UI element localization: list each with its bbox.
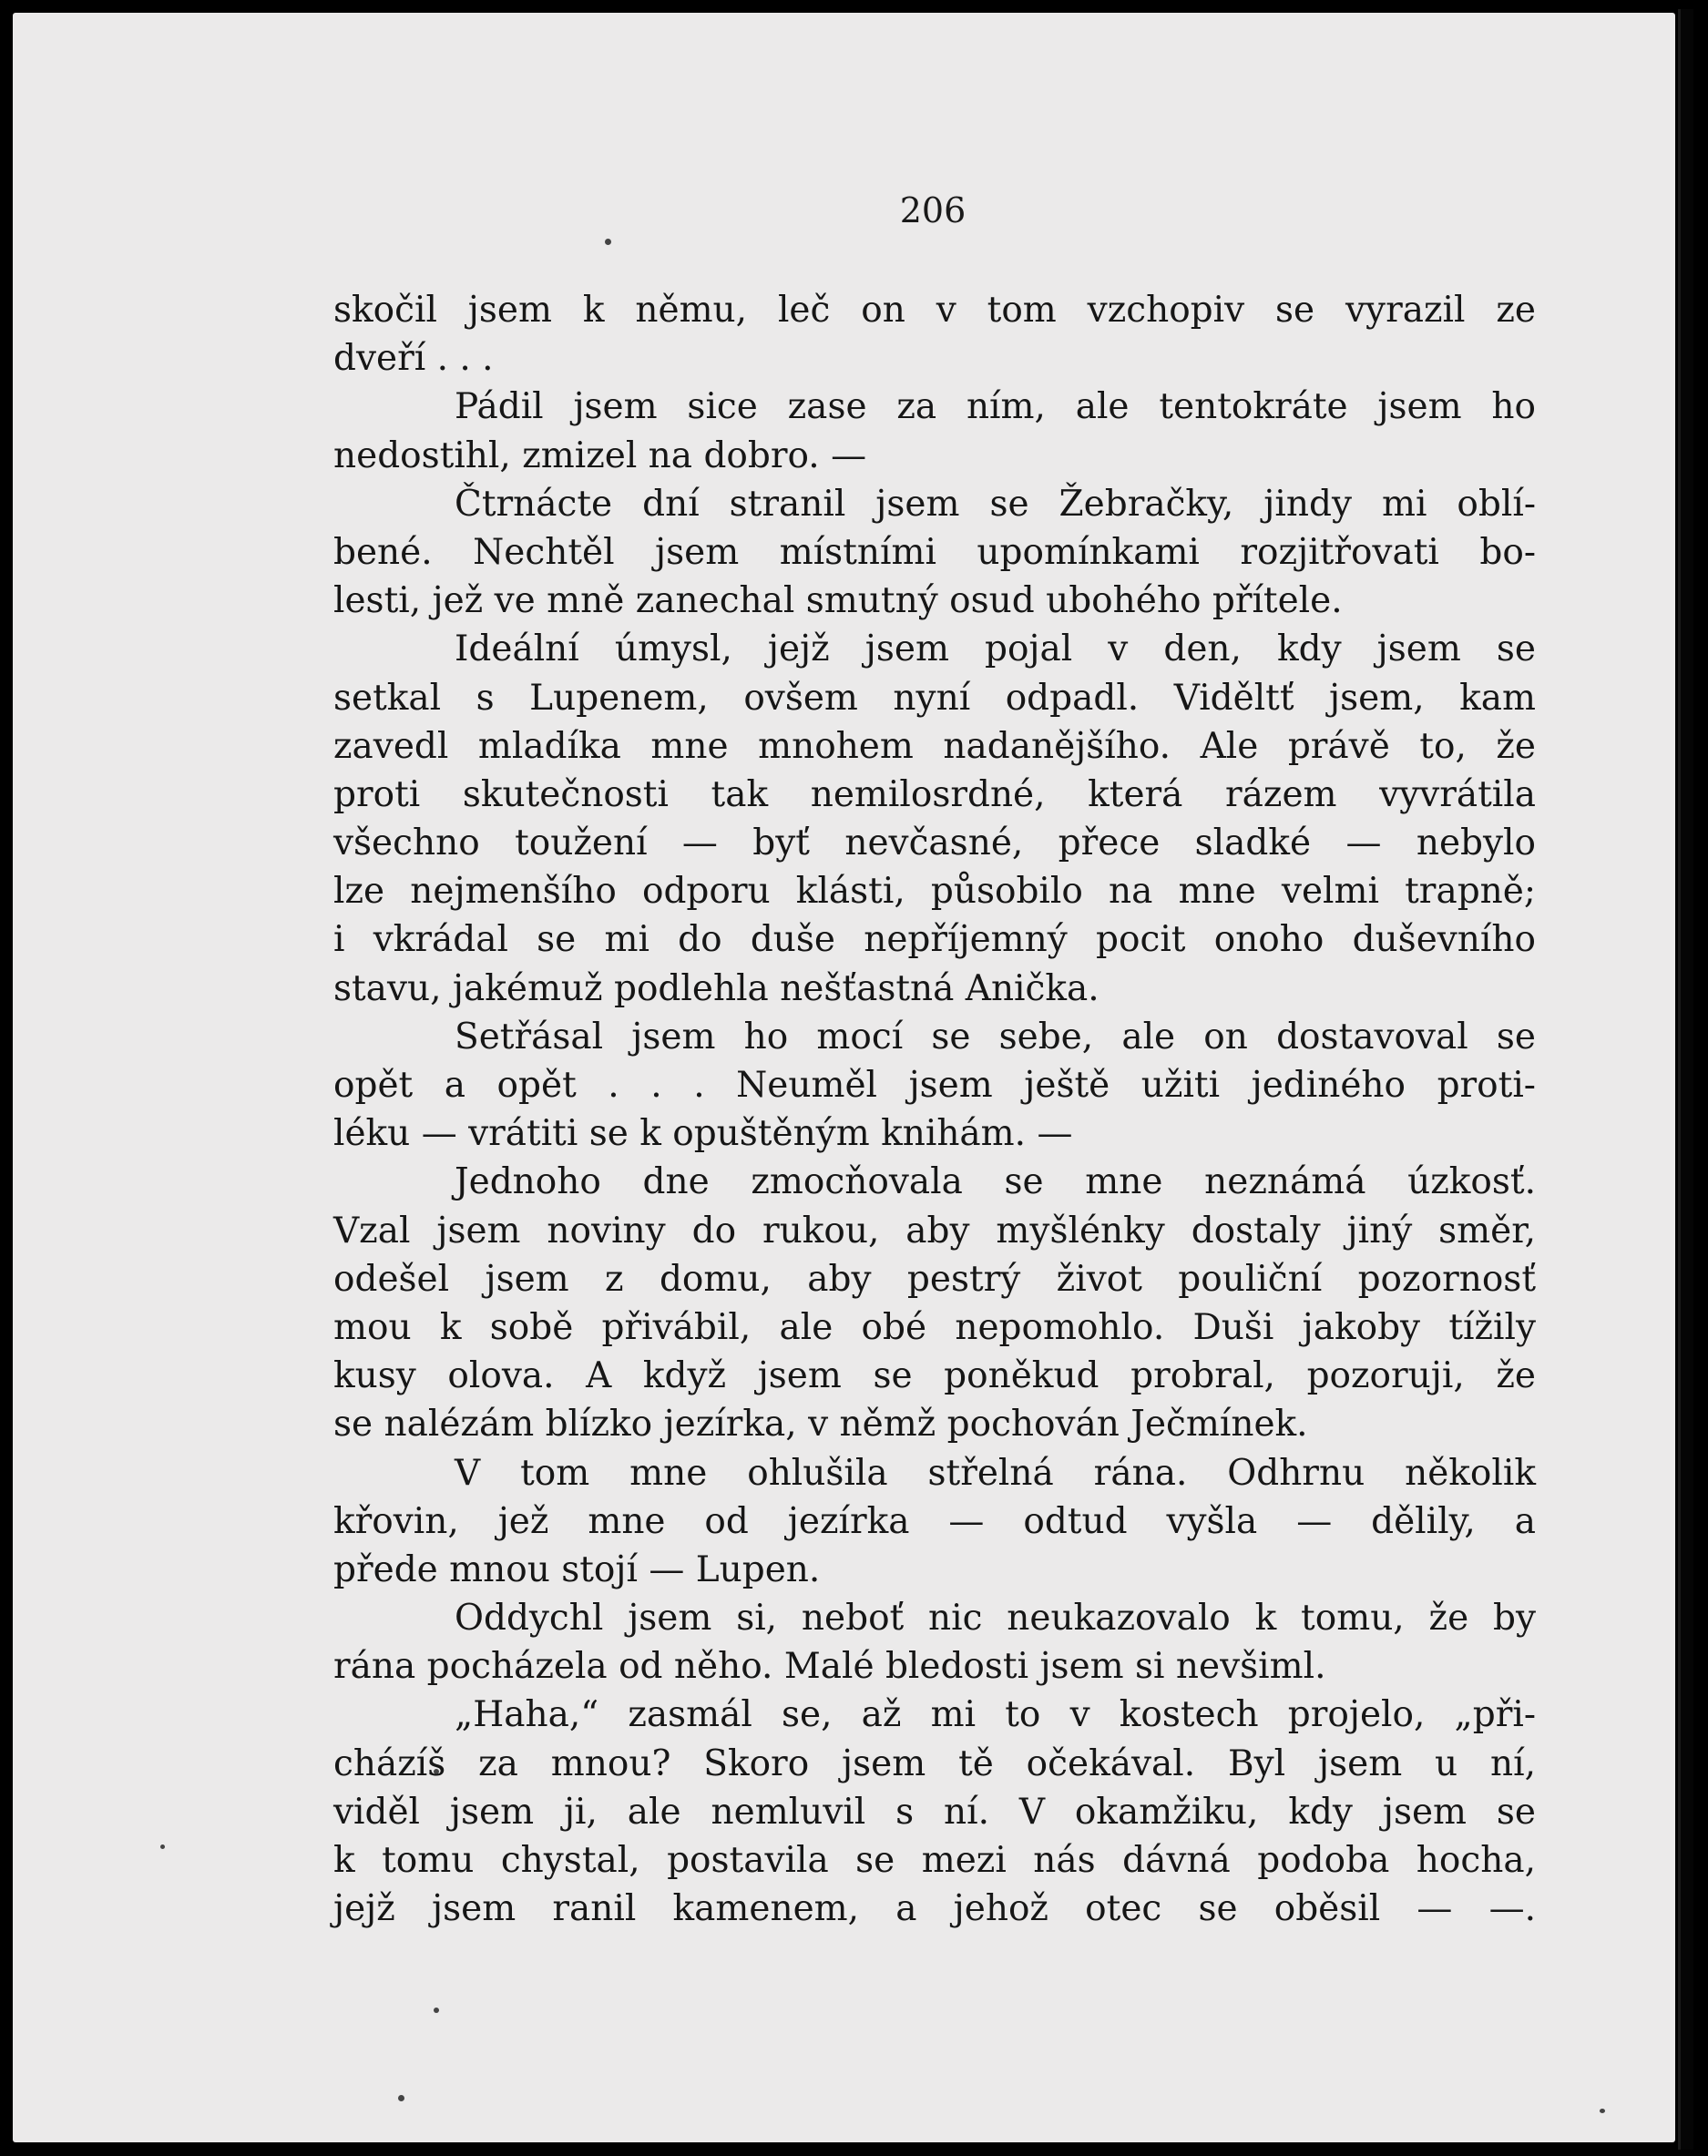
text-line: V tom mne ohlušila střelná rána. Odhrnu několik (455, 1452, 1536, 1494)
text-line: zavedl mladíka mne mnohem nadanějšího. Ale právě to, že (333, 725, 1536, 767)
print-speck (160, 1844, 165, 1849)
text-line: Oddychl jsem si, neboť nic neukazovalo k tomu, že by (455, 1598, 1536, 1640)
text-line: skočil jsem k němu, leč on v tom vzchopiv se vyrazil ze (333, 290, 1536, 331)
text-line: Vzal jsem noviny do rukou, aby myšlénky dostaly jiný směr, (333, 1210, 1536, 1252)
text-line: „Haha,“ zasmál se, až mi to v kostech projelo, „při- (455, 1694, 1536, 1736)
text-line: stavu, jakémuž podlehla nešťastná Anička. (333, 967, 1099, 1009)
text-line: křovin, jež mne od jezírka — odtud vyšla — dělily, a (333, 1500, 1536, 1542)
text-line: bené. Nechtěl jsem místními upomínkami rozjitřovati bo- (333, 531, 1536, 573)
text-line: k tomu chystal, postavila se mezi nás dávná podoba hocha, (333, 1840, 1536, 1881)
text-line: Pádil jsem sice zase za ním, ale tentokráte jsem ho (455, 386, 1536, 428)
print-speck (434, 2008, 439, 2013)
text-line: cházíš za mnou? Skoro jsem tě očekával. Byl jsem u ní, (333, 1742, 1536, 1784)
text-line: nedostihl, zmizel na dobro. — (333, 434, 867, 476)
text-line: opět a opět . . . Neuměl jsem ještě užiti jediného proti- (333, 1065, 1536, 1106)
text-line: Čtrnácte dní stranil jsem se Žebračky, jindy mi oblí- (455, 483, 1536, 525)
text-line: lze nejmenšího odporu klásti, působilo na mne velmi trapně; (333, 871, 1536, 913)
text-line: kusy olova. A když jsem se poněkud probral, pozoruji, že (333, 1355, 1536, 1397)
body-text (333, 286, 1536, 1933)
text-line: se nalézám blízko jezírka, v němž pochován Ječmínek. (333, 1404, 1308, 1446)
text-line: dveří . . . (333, 338, 494, 380)
text-line: setkal s Lupenem, ovšem nyní odpadl. Viděltť jsem, kam (333, 677, 1536, 719)
book-page (13, 13, 1675, 2142)
text-line: viděl jsem ji, ale nemluvil s ní. V okamžiku, kdy jsem se (333, 1791, 1536, 1833)
print-speck (605, 239, 611, 245)
text-line: všechno toužení — byť nevčasné, přece sladké — nebylo (333, 823, 1536, 864)
print-speck (1600, 2109, 1605, 2113)
print-speck (398, 2095, 404, 2101)
text-line: léku — vrátiti se k opuštěným knihám. — (333, 1113, 1073, 1155)
page-edge-shadow (1678, 9, 1693, 2150)
text-line: lesti, jež ve mně zanechal smutný osud ubohého přítele. (333, 580, 1343, 622)
text-line: Ideální úmysl, jejž jsem pojal v den, kdy jsem se (455, 628, 1536, 670)
text-line: proti skutečnosti tak nemilosrdné, která rázem vyvrátila (333, 773, 1536, 815)
text-line: jejž jsem ranil kamenem, a jehož otec se oběsil — —. (333, 1888, 1536, 1930)
text-line: i vkrádal se mi do duše nepříjemný pocit onoho duševního (333, 919, 1536, 961)
text-line: mou k sobě přivábil, ale obé nepomohlo. Duši jakoby tížily (333, 1306, 1536, 1348)
text-line: přede mnou stojí — Lupen. (333, 1548, 821, 1590)
text-line: rána pocházela od něho. Malé bledosti jsem si nevšiml. (333, 1646, 1326, 1688)
text-line: Jednoho dne zmocňovala se mne neznámá úzkosť. (455, 1161, 1536, 1203)
page-number: 206 (899, 190, 967, 230)
text-line: odešel jsem z domu, aby pestrý život pouliční pozornosť (333, 1258, 1536, 1300)
text-line: Setřásal jsem ho mocí se sebe, ale on dostavoval se (455, 1016, 1536, 1058)
